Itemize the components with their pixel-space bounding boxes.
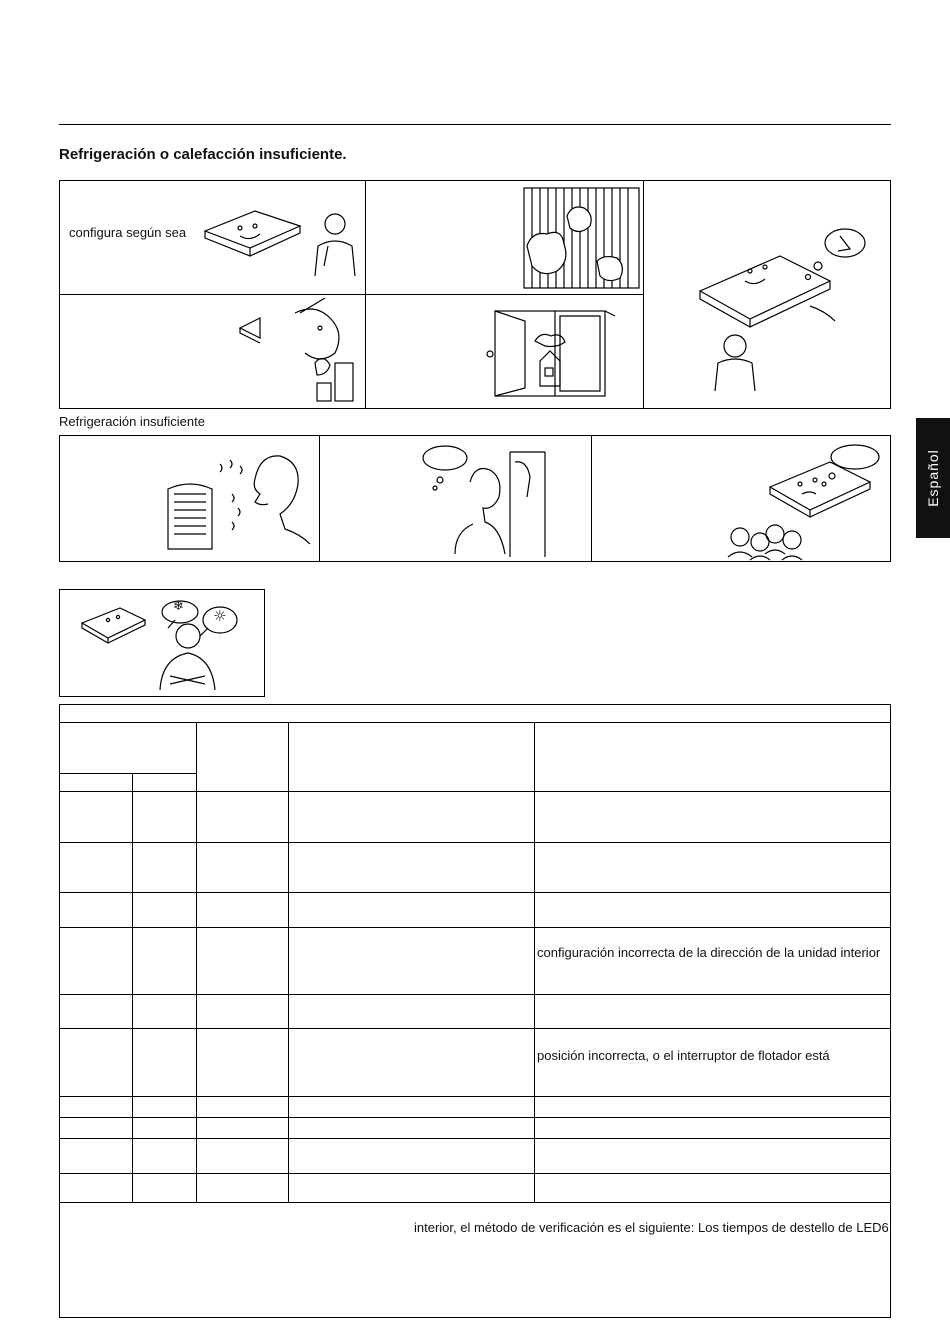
note-text: interior, el método de verificación es el siguiente: Los tiempos de destello de LED6: [414, 1220, 889, 1235]
language-tab-label: Español: [925, 449, 941, 507]
illustration-mode-mismatch: [59, 589, 265, 697]
top-rule: [59, 124, 891, 125]
ac-mode-illustration: [80, 598, 260, 693]
section-heading: Refrigeración o calefacción insuficiente.: [59, 146, 347, 163]
illustration-grid-top: [59, 180, 891, 409]
row-text-float-switch: posición incorrecta, o el interruptor de flotador está: [537, 1048, 830, 1063]
blocked-airflow-illustration: [235, 303, 365, 408]
door-illustration: [415, 442, 555, 559]
panel-text: configura según sea: [69, 225, 187, 240]
snowflake-icon: ❄: [173, 599, 184, 614]
crowd-illustration: [720, 442, 890, 560]
open-window-illustration: [485, 306, 615, 401]
ac-thought-illustration: [690, 221, 890, 401]
ac-unit-illustration: [200, 206, 360, 286]
row-text-address: configuración incorrecta de la dirección de la unidad interior: [537, 945, 881, 960]
caption-cooling: Refrigeración insuficiente: [59, 414, 205, 429]
heater-illustration: [160, 444, 320, 559]
illustration-grid-middle: [59, 435, 891, 562]
error-code-table: [59, 704, 891, 1318]
language-tab: [916, 418, 950, 538]
sun-icon: ☼: [213, 607, 227, 625]
filter-grille-illustration: [522, 186, 642, 291]
